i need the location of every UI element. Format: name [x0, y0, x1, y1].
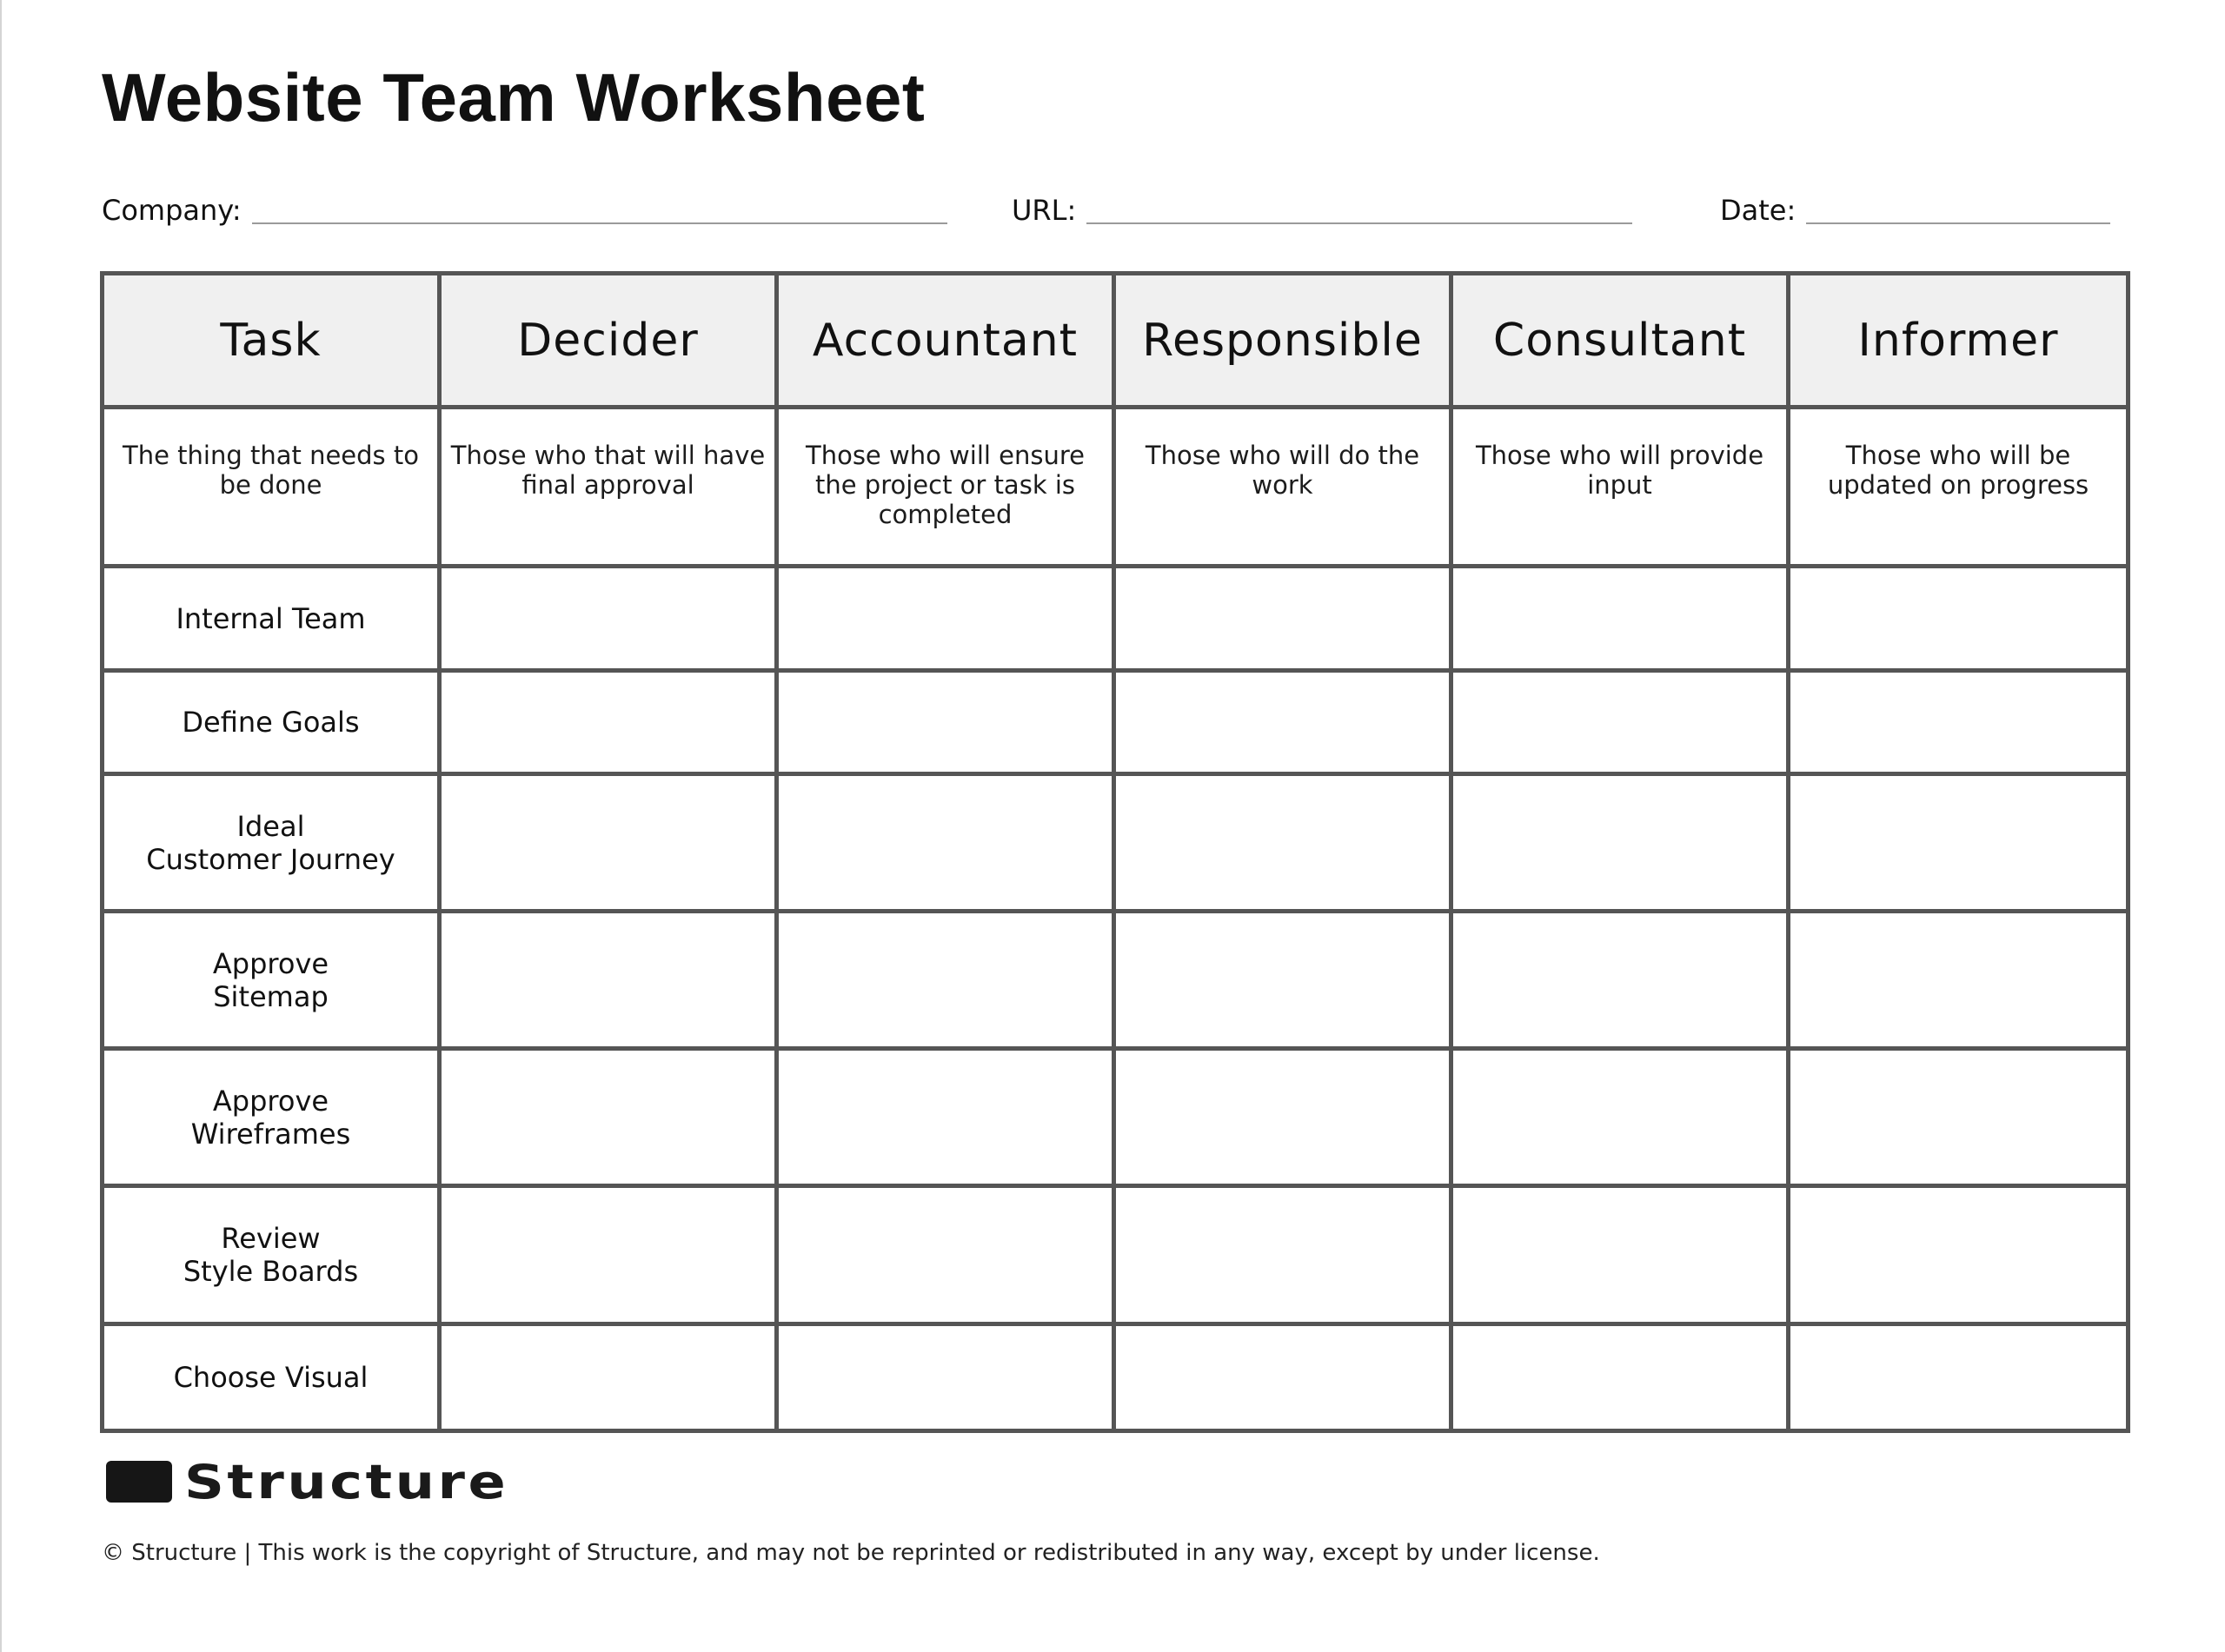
url-line[interactable] — [1086, 222, 1632, 224]
header-decider: Decider — [440, 274, 777, 408]
company-field — [102, 191, 947, 233]
accountant-cell[interactable] — [777, 1324, 1114, 1431]
task-cell: Approve Wireframes — [103, 1049, 440, 1186]
informer-cell[interactable] — [1789, 567, 2129, 671]
desc-responsible: Those who will do the work — [1114, 408, 1451, 567]
table-row — [103, 1186, 2129, 1324]
desc-informer: Those who will be updated on progress — [1789, 408, 2129, 567]
url-label: URL: — [1012, 194, 1077, 227]
responsible-cell[interactable] — [1114, 774, 1451, 912]
informer-cell[interactable] — [1789, 1324, 2129, 1431]
consultant-cell[interactable] — [1451, 774, 1789, 912]
decider-cell[interactable] — [440, 1324, 777, 1431]
accountant-cell[interactable] — [777, 774, 1114, 912]
header-responsible: Responsible — [1114, 274, 1451, 408]
desc-decider: Those who that will have final approval — [440, 408, 777, 567]
consultant-cell[interactable] — [1451, 567, 1789, 671]
structure-logo — [106, 1454, 509, 1509]
decider-cell[interactable] — [440, 1186, 777, 1324]
decider-cell[interactable] — [440, 912, 777, 1049]
accountant-cell[interactable] — [777, 1186, 1114, 1324]
header-informer: Informer — [1789, 274, 2129, 408]
header-task: Task — [103, 274, 440, 408]
table-row — [103, 671, 2129, 774]
url-field — [1012, 191, 1632, 233]
responsible-cell[interactable] — [1114, 1324, 1451, 1431]
task-cell: Choose Visual — [103, 1324, 440, 1431]
desc-consultant: Those who will provide input — [1451, 408, 1789, 567]
task-cell: Define Goals — [103, 671, 440, 774]
header-accountant: Accountant — [777, 274, 1114, 408]
accountant-cell[interactable] — [777, 567, 1114, 671]
decider-cell[interactable] — [440, 671, 777, 774]
informer-cell[interactable] — [1789, 1186, 2129, 1324]
worksheet-table — [100, 271, 2130, 1433]
table-row — [103, 1324, 2129, 1431]
informer-cell[interactable] — [1789, 671, 2129, 774]
date-label: Date: — [1720, 194, 1797, 227]
task-cell: Approve Sitemap — [103, 912, 440, 1049]
consultant-cell[interactable] — [1451, 671, 1789, 774]
informer-cell[interactable] — [1789, 912, 2129, 1049]
header-consultant: Consultant — [1451, 274, 1789, 408]
task-cell: Internal Team — [103, 567, 440, 671]
table-row — [103, 567, 2129, 671]
header-row — [103, 274, 2129, 408]
page-title: Website Team Worksheet — [102, 59, 926, 136]
informer-cell[interactable] — [1789, 1049, 2129, 1186]
accountant-cell[interactable] — [777, 1049, 1114, 1186]
consultant-cell[interactable] — [1451, 1049, 1789, 1186]
consultant-cell[interactable] — [1451, 912, 1789, 1049]
date-line[interactable] — [1806, 222, 2110, 224]
table-row — [103, 912, 2129, 1049]
logo-wordmark: Structure — [184, 1454, 509, 1509]
informer-cell[interactable] — [1789, 774, 2129, 912]
page-edge — [0, 0, 2, 1652]
decider-cell[interactable] — [440, 567, 777, 671]
company-line[interactable] — [252, 222, 947, 224]
table-row — [103, 774, 2129, 912]
responsible-cell[interactable] — [1114, 1049, 1451, 1186]
responsible-cell[interactable] — [1114, 912, 1451, 1049]
task-cell: Review Style Boards — [103, 1186, 440, 1324]
date-field — [1720, 191, 2110, 233]
responsible-cell[interactable] — [1114, 1186, 1451, 1324]
decider-cell[interactable] — [440, 1049, 777, 1186]
responsible-cell[interactable] — [1114, 671, 1451, 774]
decider-cell[interactable] — [440, 774, 777, 912]
description-row — [103, 408, 2129, 567]
accountant-cell[interactable] — [777, 671, 1114, 774]
consultant-cell[interactable] — [1451, 1324, 1789, 1431]
responsible-cell[interactable] — [1114, 567, 1451, 671]
logo-mark-icon — [106, 1461, 172, 1503]
task-cell: Ideal Customer Journey — [103, 774, 440, 912]
consultant-cell[interactable] — [1451, 1186, 1789, 1324]
desc-accountant: Those who will ensure the project or task is completed — [777, 408, 1114, 567]
desc-task: The thing that needs to be done — [103, 408, 440, 567]
copyright-notice: © Structure | This work is the copyright of Structure, and may not be reprinted or redistributed in any way, except by under license. — [102, 1540, 1600, 1566]
accountant-cell[interactable] — [777, 912, 1114, 1049]
company-label: Company: — [102, 194, 242, 227]
table-row — [103, 1049, 2129, 1186]
